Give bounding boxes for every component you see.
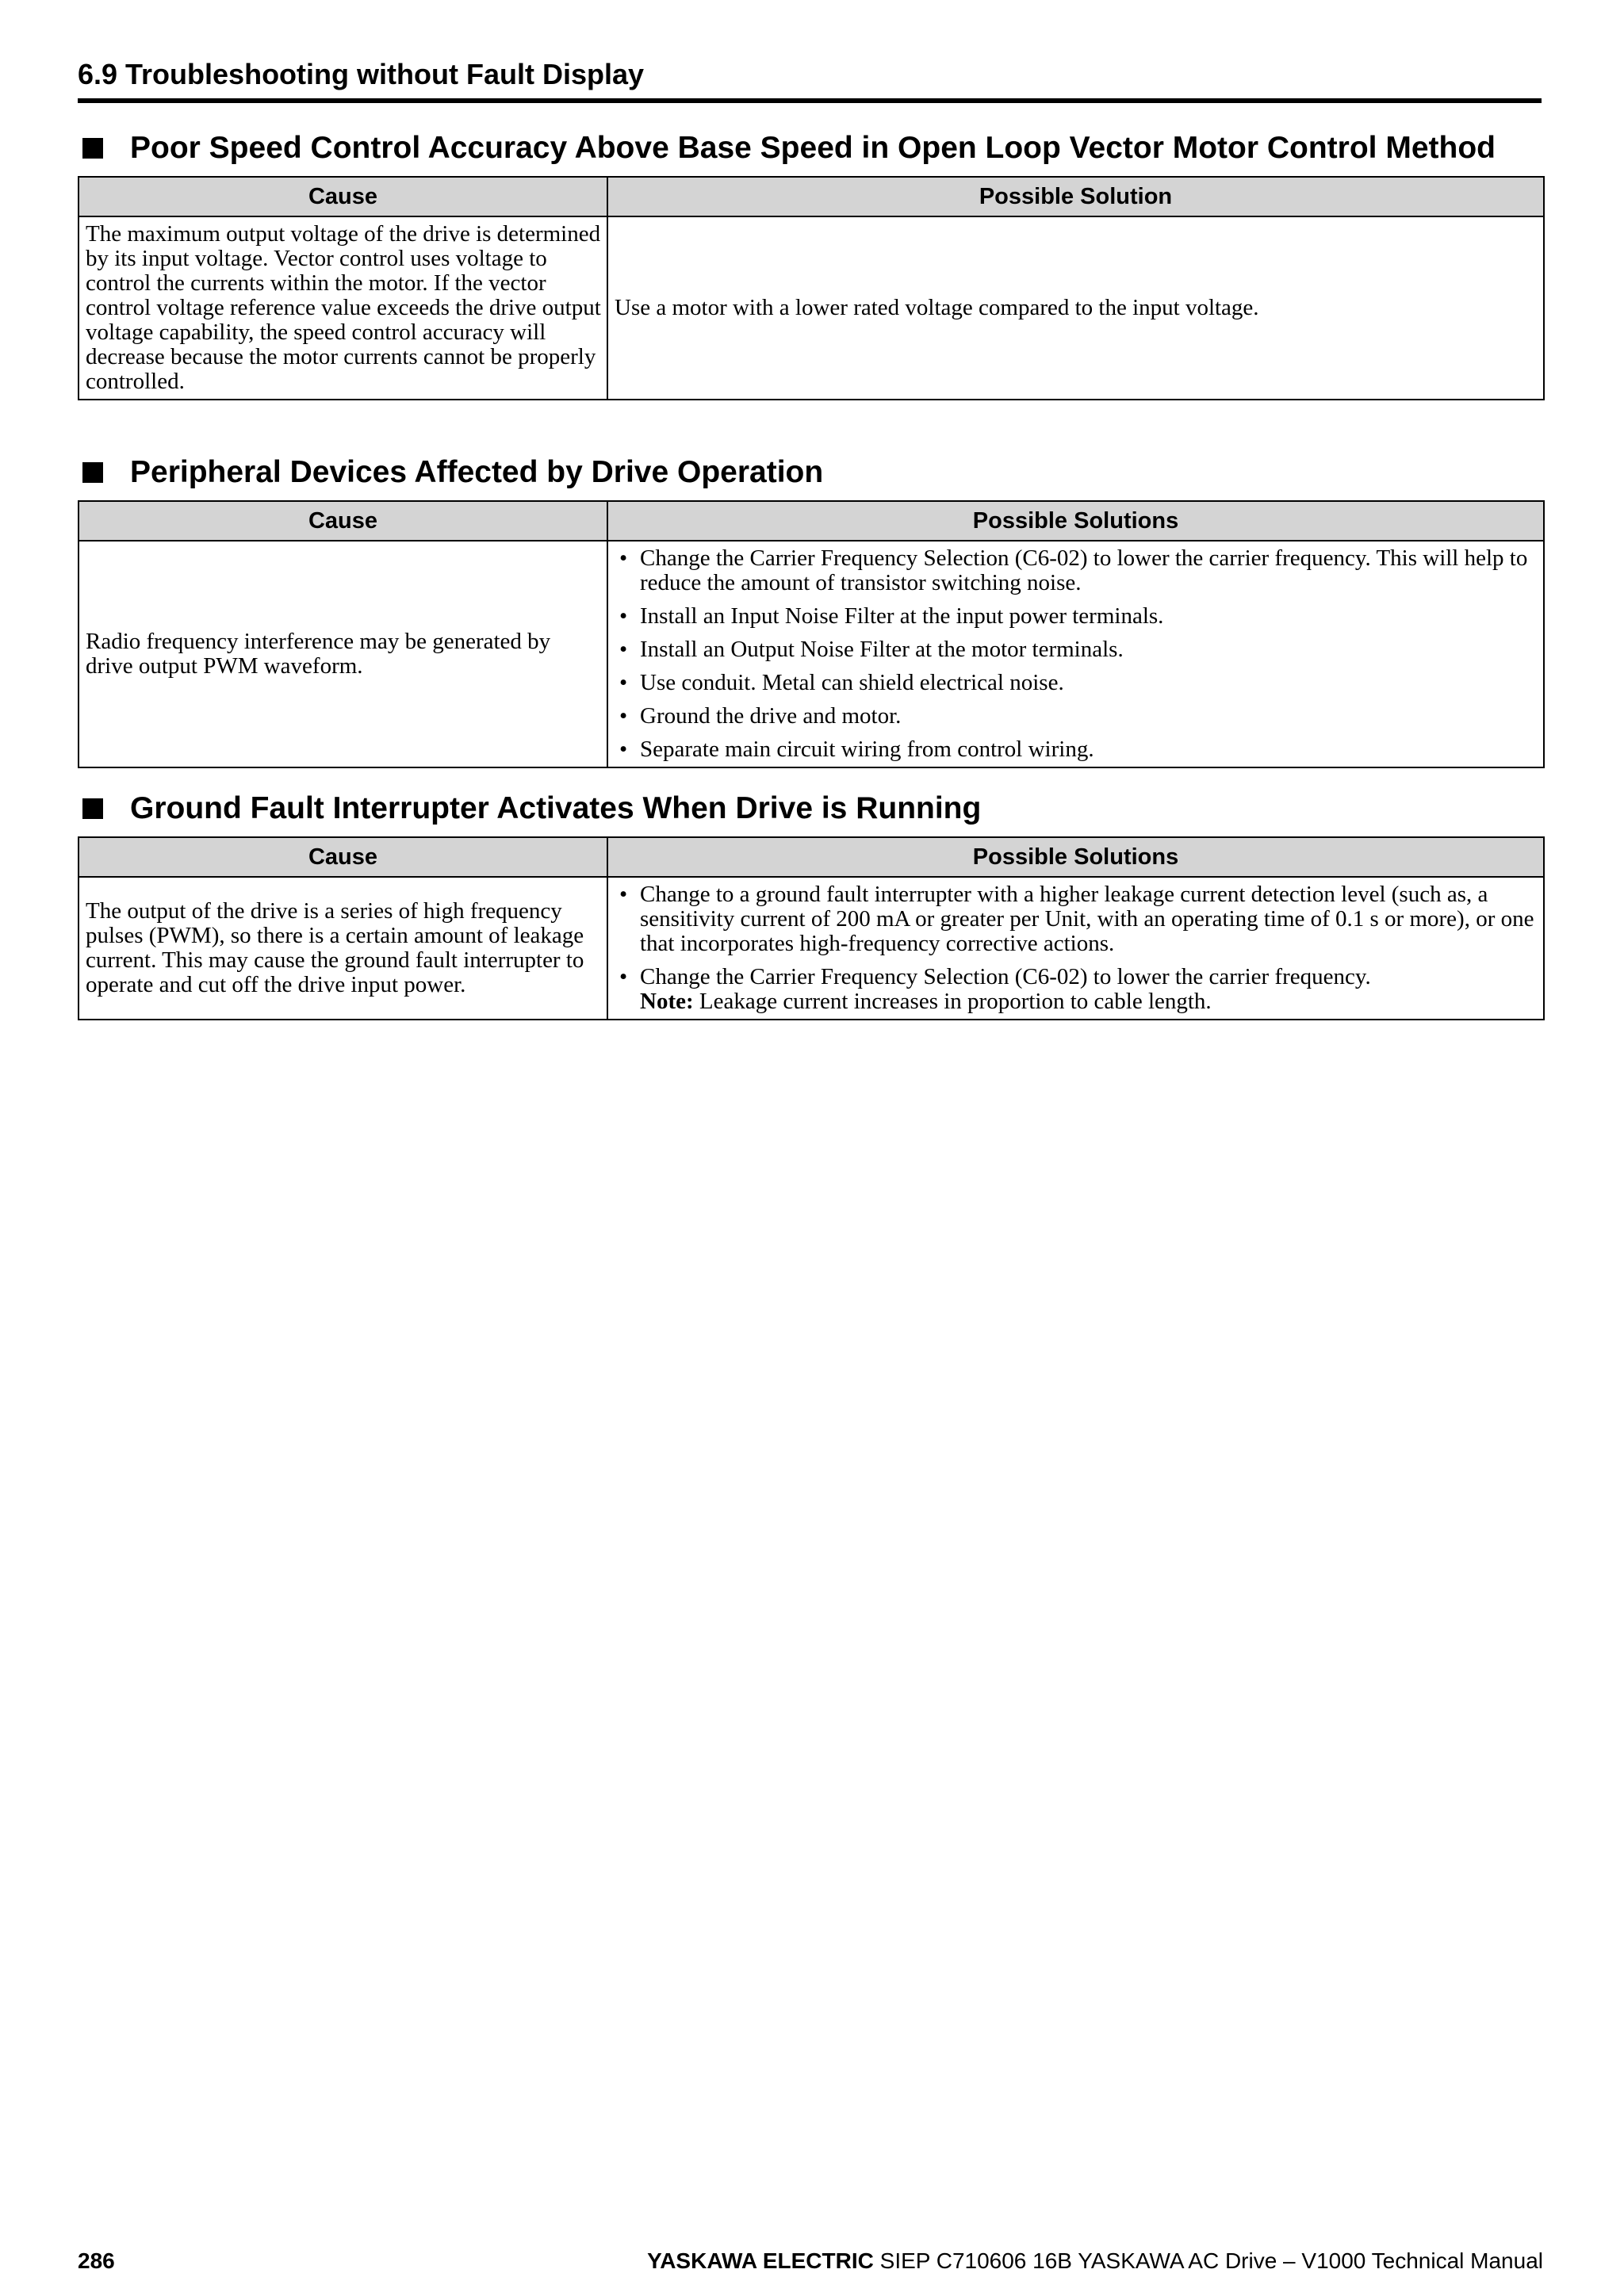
solution-item: • Install an Output Noise Filter at the motor terminals. bbox=[615, 637, 1538, 662]
table-row bbox=[79, 216, 1544, 400]
footer-doc-title: SIEP C710606 16B YASKAWA AC Drive – V1000 Technical Manual bbox=[879, 2248, 1543, 2273]
solution-cell bbox=[607, 541, 1544, 767]
solution-column-header: Possible Solutions bbox=[607, 837, 1544, 877]
solution-cell bbox=[607, 877, 1544, 1020]
troubleshooting-table bbox=[78, 836, 1545, 1020]
solution-item: • Change to a ground fault interrupter with a higher leakage current detection level (such as, a sensitivity current of 200 mA or greater per Unit, with an operating time of 0.1 s or more), or one that incorporates high-frequency corrective actions. bbox=[615, 882, 1538, 956]
cause-column-header: Cause bbox=[79, 837, 607, 877]
cause-column-header: Cause bbox=[79, 501, 607, 541]
footer-brand: YASKAWA ELECTRIC bbox=[647, 2248, 874, 2273]
solution-item: • Ground the drive and motor. bbox=[615, 704, 1538, 729]
solution-cell: Use a motor with a lower rated voltage compared to the input voltage. bbox=[607, 216, 1544, 400]
table-header-row bbox=[79, 501, 1544, 541]
solution-item: • Use conduit. Metal can shield electrical noise. bbox=[615, 671, 1538, 695]
table-header-row bbox=[79, 177, 1544, 216]
page-footer bbox=[78, 2248, 1543, 2274]
page-title: 6.9 Troubleshooting without Fault Display bbox=[78, 58, 645, 90]
troubleshooting-table bbox=[78, 176, 1545, 400]
table-row bbox=[79, 877, 1544, 1020]
solution-item: • Separate main circuit wiring from control wiring. bbox=[615, 737, 1538, 762]
section-heading bbox=[78, 456, 1543, 489]
footer-doc-info bbox=[647, 2248, 1543, 2274]
table-row bbox=[79, 541, 1544, 767]
cause-cell: The output of the drive is a series of high frequency pulses (PWM), so there is a certain amount of leakage current. This may cause the ground fault interrupter to operate and cut off the drive input power. bbox=[79, 877, 607, 1020]
solution-item bbox=[615, 965, 1538, 1014]
troubleshooting-table bbox=[78, 500, 1545, 768]
section-heading bbox=[78, 132, 1543, 165]
solution-list bbox=[615, 546, 1538, 762]
solution-item: • Install an Input Noise Filter at the input power terminals. bbox=[615, 604, 1538, 629]
note-text: Leakage current increases in proportion to cable length. bbox=[699, 989, 1212, 1014]
page-number: 286 bbox=[78, 2248, 115, 2273]
section-bullet-icon bbox=[82, 138, 103, 159]
section-heading-text: Poor Speed Control Accuracy Above Base Speed in Open Loop Vector Motor Control Method bbox=[130, 131, 1496, 165]
solution-item: • Change the Carrier Frequency Selection (C6-02) to lower the carrier frequency. This will help to reduce the amount of transistor switching noise. bbox=[615, 546, 1538, 595]
section-bullet-icon bbox=[82, 798, 103, 819]
solution-column-header: Possible Solutions bbox=[607, 501, 1544, 541]
section-poor-speed-control bbox=[78, 132, 1543, 400]
solution-item-text: Change the Carrier Frequency Selection (C6-02) to lower the carrier frequency. bbox=[640, 964, 1371, 989]
section-peripheral-devices bbox=[78, 456, 1543, 768]
section-heading-text: Peripheral Devices Affected by Drive Operation bbox=[130, 455, 824, 489]
cause-column-header: Cause bbox=[79, 177, 607, 216]
solution-list bbox=[615, 882, 1538, 1014]
section-ground-fault-interrupter bbox=[78, 792, 1543, 1020]
section-heading bbox=[78, 792, 1543, 825]
table-header-row bbox=[79, 837, 1544, 877]
note-label: Note: bbox=[640, 989, 694, 1014]
solution-column-header: Possible Solution bbox=[607, 177, 1544, 216]
cause-cell: Radio frequency interference may be generated by drive output PWM waveform. bbox=[79, 541, 607, 767]
page-header bbox=[78, 57, 1542, 103]
cause-cell: The maximum output voltage of the drive is determined by its input voltage. Vector control uses voltage to control the currents within the motor. If the vector control voltage reference value exceeds the drive output voltage capability, the speed control accuracy will decrease because the motor currents cannot be properly controlled. bbox=[79, 216, 607, 400]
section-heading-text: Ground Fault Interrupter Activates When Drive is Running bbox=[130, 791, 982, 825]
section-bullet-icon bbox=[82, 462, 103, 483]
